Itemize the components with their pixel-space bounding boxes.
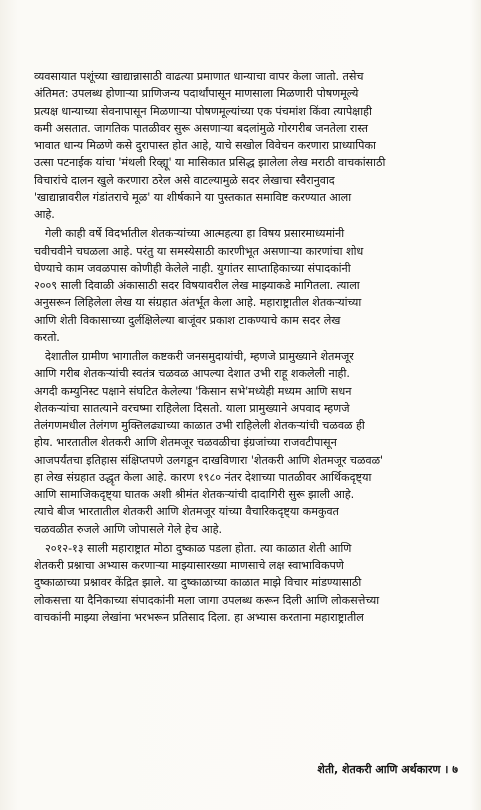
text-line: करतो. [34, 330, 60, 344]
page-footer: शेती, शेतकरी आणि अर्थकारण । ७ [317, 763, 458, 776]
text-line: दुष्काळाच्या प्रश्नावर केंद्रित झाले. या दुष्काळाच्या काळात माझे विचार मांडण्यासाठी [34, 576, 362, 590]
body-text [34, 68, 464, 628]
text-line: आजपर्यंतचा इतिहास संक्षिप्तपणे उलगडून दाखविणारा 'शेतकरी आणि शेतमजूर चळवळ' [34, 453, 384, 467]
text-line: शेतकऱ्यांचा सातत्याने वरचष्मा राहिलेला दिसतो. याला प्रामुख्याने अपवाद म्हणजे [34, 401, 350, 415]
text-line: भावात धान्य मिळणे कसे दुरापास्त होत आहे, याचे सखोल विवेचन करणारा प्राध्यापिका [34, 139, 376, 152]
text-line: अंतिमत: उपलब्ध होणाऱ्या प्राणिजन्य पदार्थांपासून माणसाला मिळणारी पोषणमूल्ये [34, 87, 359, 101]
text-line: वाचकांनी माझ्या लेखांना भरभरून प्रतिसाद दिला. हा अभ्यास करताना महाराष्ट्रातील [34, 610, 364, 624]
paragraph [34, 540, 464, 626]
text-line: लोकसत्ता या दैनिकाच्या संपादकांनी मला जागा उपलब्ध करून दिली आणि लोकसत्तेच्या [34, 593, 380, 607]
text-line: आणि शेती विकासाच्या दुर्लक्षिलेल्या बाजूंवर प्रकाश टाकण्याचे काम सदर लेख [34, 313, 341, 327]
text-line: होय. भारतातील शेतकरी आणि शेतमजूर चळवळीचा इंग्रजांच्या राजवटीपासून [34, 436, 337, 450]
text-line: चळवळीत रुजले आणि जोपासले गेले हेच आहे. [34, 522, 223, 536]
text-line: आहे. [34, 208, 55, 221]
paragraph [34, 68, 464, 223]
text-line: व्यवसायात पशूंच्या खाद्यान्नासाठी वाढत्या प्रमाणात धान्याचा वापर केला जातो. तसेच [34, 70, 364, 83]
text-line: २०१२-१३ साली महाराष्ट्रात मोठा दुष्काळ पडला होता. त्या काळात शेती आणि [45, 541, 352, 555]
text-line: घेण्याचे काम जवळपास कोणीही केलेले नाही. युगांतर साप्ताहिकाच्या संपादकांनी [34, 261, 351, 275]
text-line: गेली काही वर्षे विदर्भातील शेतकऱ्यांच्या आत्महत्या हा विषय प्रसारमाध्यमांनी [45, 227, 345, 241]
text-line: अनुसरून लिहिलेला लेख या संग्रहात अंतर्भूत केला आहे. महाराष्ट्रातील शेतकऱ्यांच्या [34, 296, 362, 310]
text-line: २००९ साली दिवाळी अंकासाठी सदर विषयावरील लेख माझ्याकडे मागितला. त्याला [34, 279, 360, 292]
text-line: प्रत्यक्ष धान्याच्या सेवनापासून मिळणाऱ्या पोषणमूल्यांच्या एक पंचमांश किंवा त्यापेक्षाही [34, 104, 372, 118]
paragraph [34, 225, 464, 346]
text-line: हा लेख संग्रहात उद्धृत केला आहे. कारण १९८० नंतर देशाच्या पातळीवर आर्थिकदृष्ट्या [34, 470, 372, 484]
text-line: विचारांचे दालन खुले करणारा ठरेल असे वाटल्यामुळे सदर लेखाचा स्वैरानुवाद [34, 173, 335, 187]
text-line: आणि गरीब शेतकऱ्यांची स्वतंत्र चळवळ आपल्या देशात उभी राहू शकलेली नाही. [34, 367, 350, 381]
text-line: देशातील ग्रामीण भागातील कष्टकरी जनसमुदायांची, म्हणजे प्रामुख्याने शेतमजूर [45, 350, 354, 363]
text-line: आणि सामाजिकदृष्ट्या घातक अशी श्रीमंत शेतकऱ्यांची दादागिरी सुरू झाली आहे. [34, 488, 355, 501]
text-line: कमी असतात. जागतिक पातळीवर सुरू असणाऱ्या बदलांमुळे गोरगरीब जनतेला रास्त [34, 121, 368, 135]
text-line: 'खाद्यान्नावरील गंडांतराचे मूळ' या शीर्षकाने या पुस्तकात समाविष्ट करण्यात आला [34, 190, 352, 204]
text-line: उत्सा पटनाईक यांचा 'मंथली रिव्ह्यू' या मासिकात प्रसिद्ध झालेला लेख मराठी वाचकांसाठी [34, 156, 386, 170]
text-line: शेतकरी प्रश्नाचा अभ्यास करणाऱ्या माझ्यासारख्या माणसाचे लक्ष स्वाभाविकपणे [34, 559, 344, 572]
text-line: अगदी कम्युनिस्ट पक्षाने संघटित केलेल्या 'किसान सभे'मध्येही मध्यम आणि सधन [34, 384, 352, 398]
paragraph [34, 348, 464, 538]
text-line: त्याचे बीज भारतातील शेतकरी आणि शेतमजूर यांच्या वैचारिकदृष्ट्या कमकुवत [34, 505, 339, 519]
text-line: चवीचवीने चघळला आहे. परंतु या समस्येसाठी कारणीभूत असणाऱ्या कारणांचा शोध [34, 244, 364, 258]
text-line: तेलंगणमधील तेलंगण मुक्तिलढ्याच्या काळात उभी राहिलेली शेतकऱ्यांची चळवळ ही [34, 419, 365, 432]
